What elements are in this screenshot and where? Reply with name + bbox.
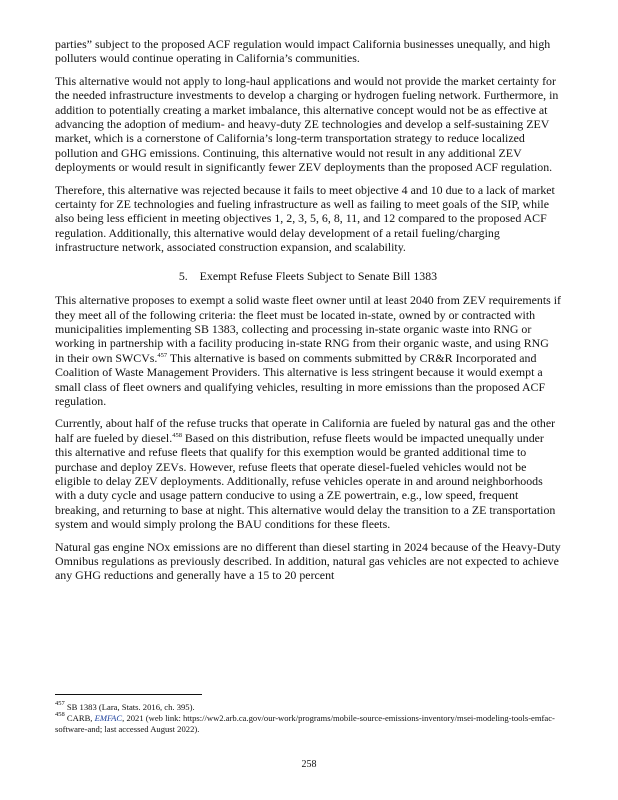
footnote-reference-457[interactable]: 457 — [157, 351, 168, 359]
page-number: 258 — [301, 759, 317, 770]
footnote-number: 457 — [55, 700, 65, 707]
footnote-text: SB 1383 (Lara, Stats. 2016, ch. 395). — [64, 702, 195, 712]
paragraph-intro-continuation: parties” subject to the proposed ACF regulation would impact California businesses unequally, and high polluters would continue operating in California’s communities. — [55, 37, 551, 66]
paragraph-text: Based on this distribution, refuse fleets would be impacted unequally under this alternative and refuse fleets that qualify for this exemption would be granted additional time to purchase and deploy ZEVs. However, refuse fleets that operate diesel-fueled vehicles would not be eligible to delay ZEV deployments. Additionally, refuse vehicles operate in and around neighborhoods with a duty cycle and usage pattern conducive to using a ZE powertrain, e.g., low speed, frequent breaking, and returning to base at night. This alternative would delay the transition to a ZE transportation system and would simply prolong the BAU conditions for these fleets. — [55, 430, 556, 532]
footnote-reference-458[interactable]: 458 — [172, 431, 182, 439]
paragraph-market-certainty: This alternative would not apply to long-haul applications and would not provide the market certainty for the needed infrastructure investments to develop a charging or hydrogen fueling network. Furthermore, in addition to potentially creating a market imbalance, this alternative concept would not be as effective at advancing the adoption of medium- and heavy-duty ZE technologies and develop a self-sustaining ZEV market, which is a cornerstone of California’s long-term transportation strategy to reduce localized pollution and GHG emissions. Continuing, this alternative would not result in any additional ZEV deployments or would result in significantly fewer ZEV deployments than the proposed ACF regulation. — [55, 73, 559, 175]
paragraph-exemption-proposal — [55, 293, 561, 408]
paragraph-refuse-truck-fuel — [55, 416, 561, 531]
footnote-text: CARB, — [64, 712, 95, 723]
footnote-separator — [55, 694, 202, 695]
emfac-link[interactable]: EMFAC — [94, 712, 123, 723]
footnote-number: 458 — [55, 710, 65, 718]
footnote-457 — [55, 702, 561, 713]
section-heading-exempt-refuse-fleets: 5. Exempt Refuse Fleets Subject to Senate Bill 1383 — [178, 268, 438, 283]
footnote-text: , 2021 (web link: https://ww2.arb.ca.gov/our-work/programs/mobile-source-emissions-inventory/msei-modeling-tools-emfac-software-and; last accessed August 2022). — [55, 712, 555, 734]
document-body — [55, 37, 561, 591]
footnotes — [55, 702, 561, 734]
footnote-458 — [55, 710, 561, 735]
paragraph-text: This alternative proposes to exempt a solid waste fleet owner until at least 2040 from ZEV requirements if they meet all of the following criteria: the fleet must be located in-state, owned by or contracted with municipalities implementing SB 1383, collecting and processing in-state organic waste into RNG or working in partnership with a facility producing in-state RNG from their organic waste, and using RNG in their own SWCVs. — [55, 293, 561, 365]
paragraph-rejection-rationale: Therefore, this alternative was rejected because it fails to meet objective 4 and 10 due to a lack of market certainty for ZE technologies and fueling infrastructure as well as failing to meet goals of the SIP, while also being less efficient in meeting objectives 1, 2, 3, 5, 6, 8, 11, and 12 compared to the proposed ACF regulation. Additionally, this alternative would delay development of a retail fueling/charging infrastructure network, associated construction expansion, and scalability. — [55, 182, 555, 255]
paragraph-text: Currently, about half of the refuse trucks that operate in California are fueled by natural gas and the other half are fueled by diesel. — [55, 416, 556, 445]
paragraph-text: This alternative is based on comments submitted by CR&R Incorporated and Coalition of Waste Management Providers. This alternative is less stringent because it would exempt a small class of fleet owners and qualifying vehicles, resulting in more emissions than the proposed ACF regulation. — [55, 350, 546, 408]
paragraph-natural-gas-emissions: Natural gas engine NOx emissions are no different than diesel starting in 2024 because of the Heavy-Duty Omnibus regulations as previously described. In addition, natural gas vehicles are not expected to achieve any GHG reductions and generally have a 15 to 20 percent — [55, 539, 561, 583]
